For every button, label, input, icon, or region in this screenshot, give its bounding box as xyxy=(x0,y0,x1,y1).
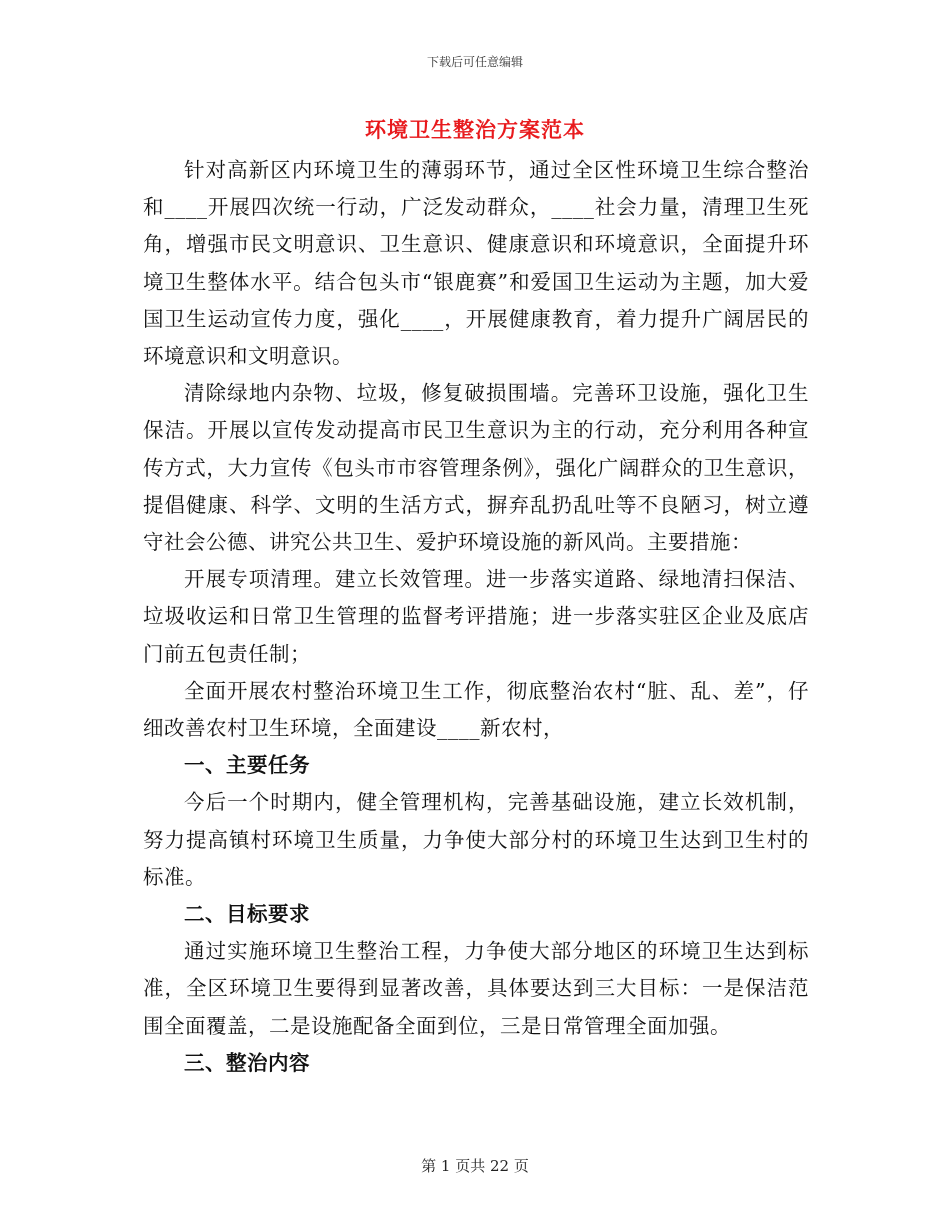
document-title: 环境卫生整治方案范本 xyxy=(365,117,585,142)
body-paragraph: 全面开展农村整治环境卫生工作，彻底整治农村“脏、乱、差”，仔细改善农村卫生环境，全面建设____新农村， xyxy=(143,678,809,741)
body-paragraph: 清除绿地内杂物、垃圾，修复破损围墙。完善环卫设施，强化卫生保洁。开展以宣传发动提高市民卫生意识为主的行动，充分利用各种宣传方式，大力宣传《包头市市容管理条例》，强化广阔群众的卫生意识，提倡健康、科学、文明的生活方式，摒弃乱扔乱吐等不良陋习，树立遵守社会公德、讲究公共卫生、爱护环境设施的新风尚。主要措施： xyxy=(143,381,809,555)
section-heading-contents: 三、整治内容 xyxy=(184,1050,310,1075)
body-paragraph: 针对高新区内环境卫生的薄弱环节，通过全区性环境卫生综合整治和____开展四次统一行动，广泛发动群众，____社会力量，清理卫生死角，增强市民文明意识、卫生意识、健康意识和环境意识，全面提升环境卫生整体水平。结合包头市“银鹿赛”和爱国卫生运动为主题，加大爱国卫生运动宣传力度，强化____，开展健康教育，着力提升广阔居民的环境意识和文明意识。 xyxy=(143,158,809,369)
section-paragraph: 通过实施环境卫生整治工程，力争使大部分地区的环境卫生达到标准，全区环境卫生要得到显著改善，具体要达到三大目标：一是保洁范围全面覆盖，二是设施配备全面到位，三是日常管理全面加强。 xyxy=(143,939,809,1038)
section-paragraph: 今后一个时期内，健全管理机构，完善基础设施，建立长效机制，努力提高镇村环境卫生质量，力争使大部分村的环境卫生达到卫生村的标准。 xyxy=(143,790,809,889)
section-heading-goals: 二、目标要求 xyxy=(184,902,310,927)
section-heading-main-tasks: 一、主要任务 xyxy=(184,753,310,778)
page-number: 第 1 页共 22 页 xyxy=(421,1157,529,1175)
document-body xyxy=(143,152,809,1082)
body-paragraph: 开展专项清理。建立长效管理。进一步落实道路、绿地清扫保洁、垃圾收运和日常卫生管理的监督考评措施；进一步落实驻区企业及底店门前五包责任制； xyxy=(143,567,809,666)
header-note: 下载后可任意编辑 xyxy=(426,55,523,69)
